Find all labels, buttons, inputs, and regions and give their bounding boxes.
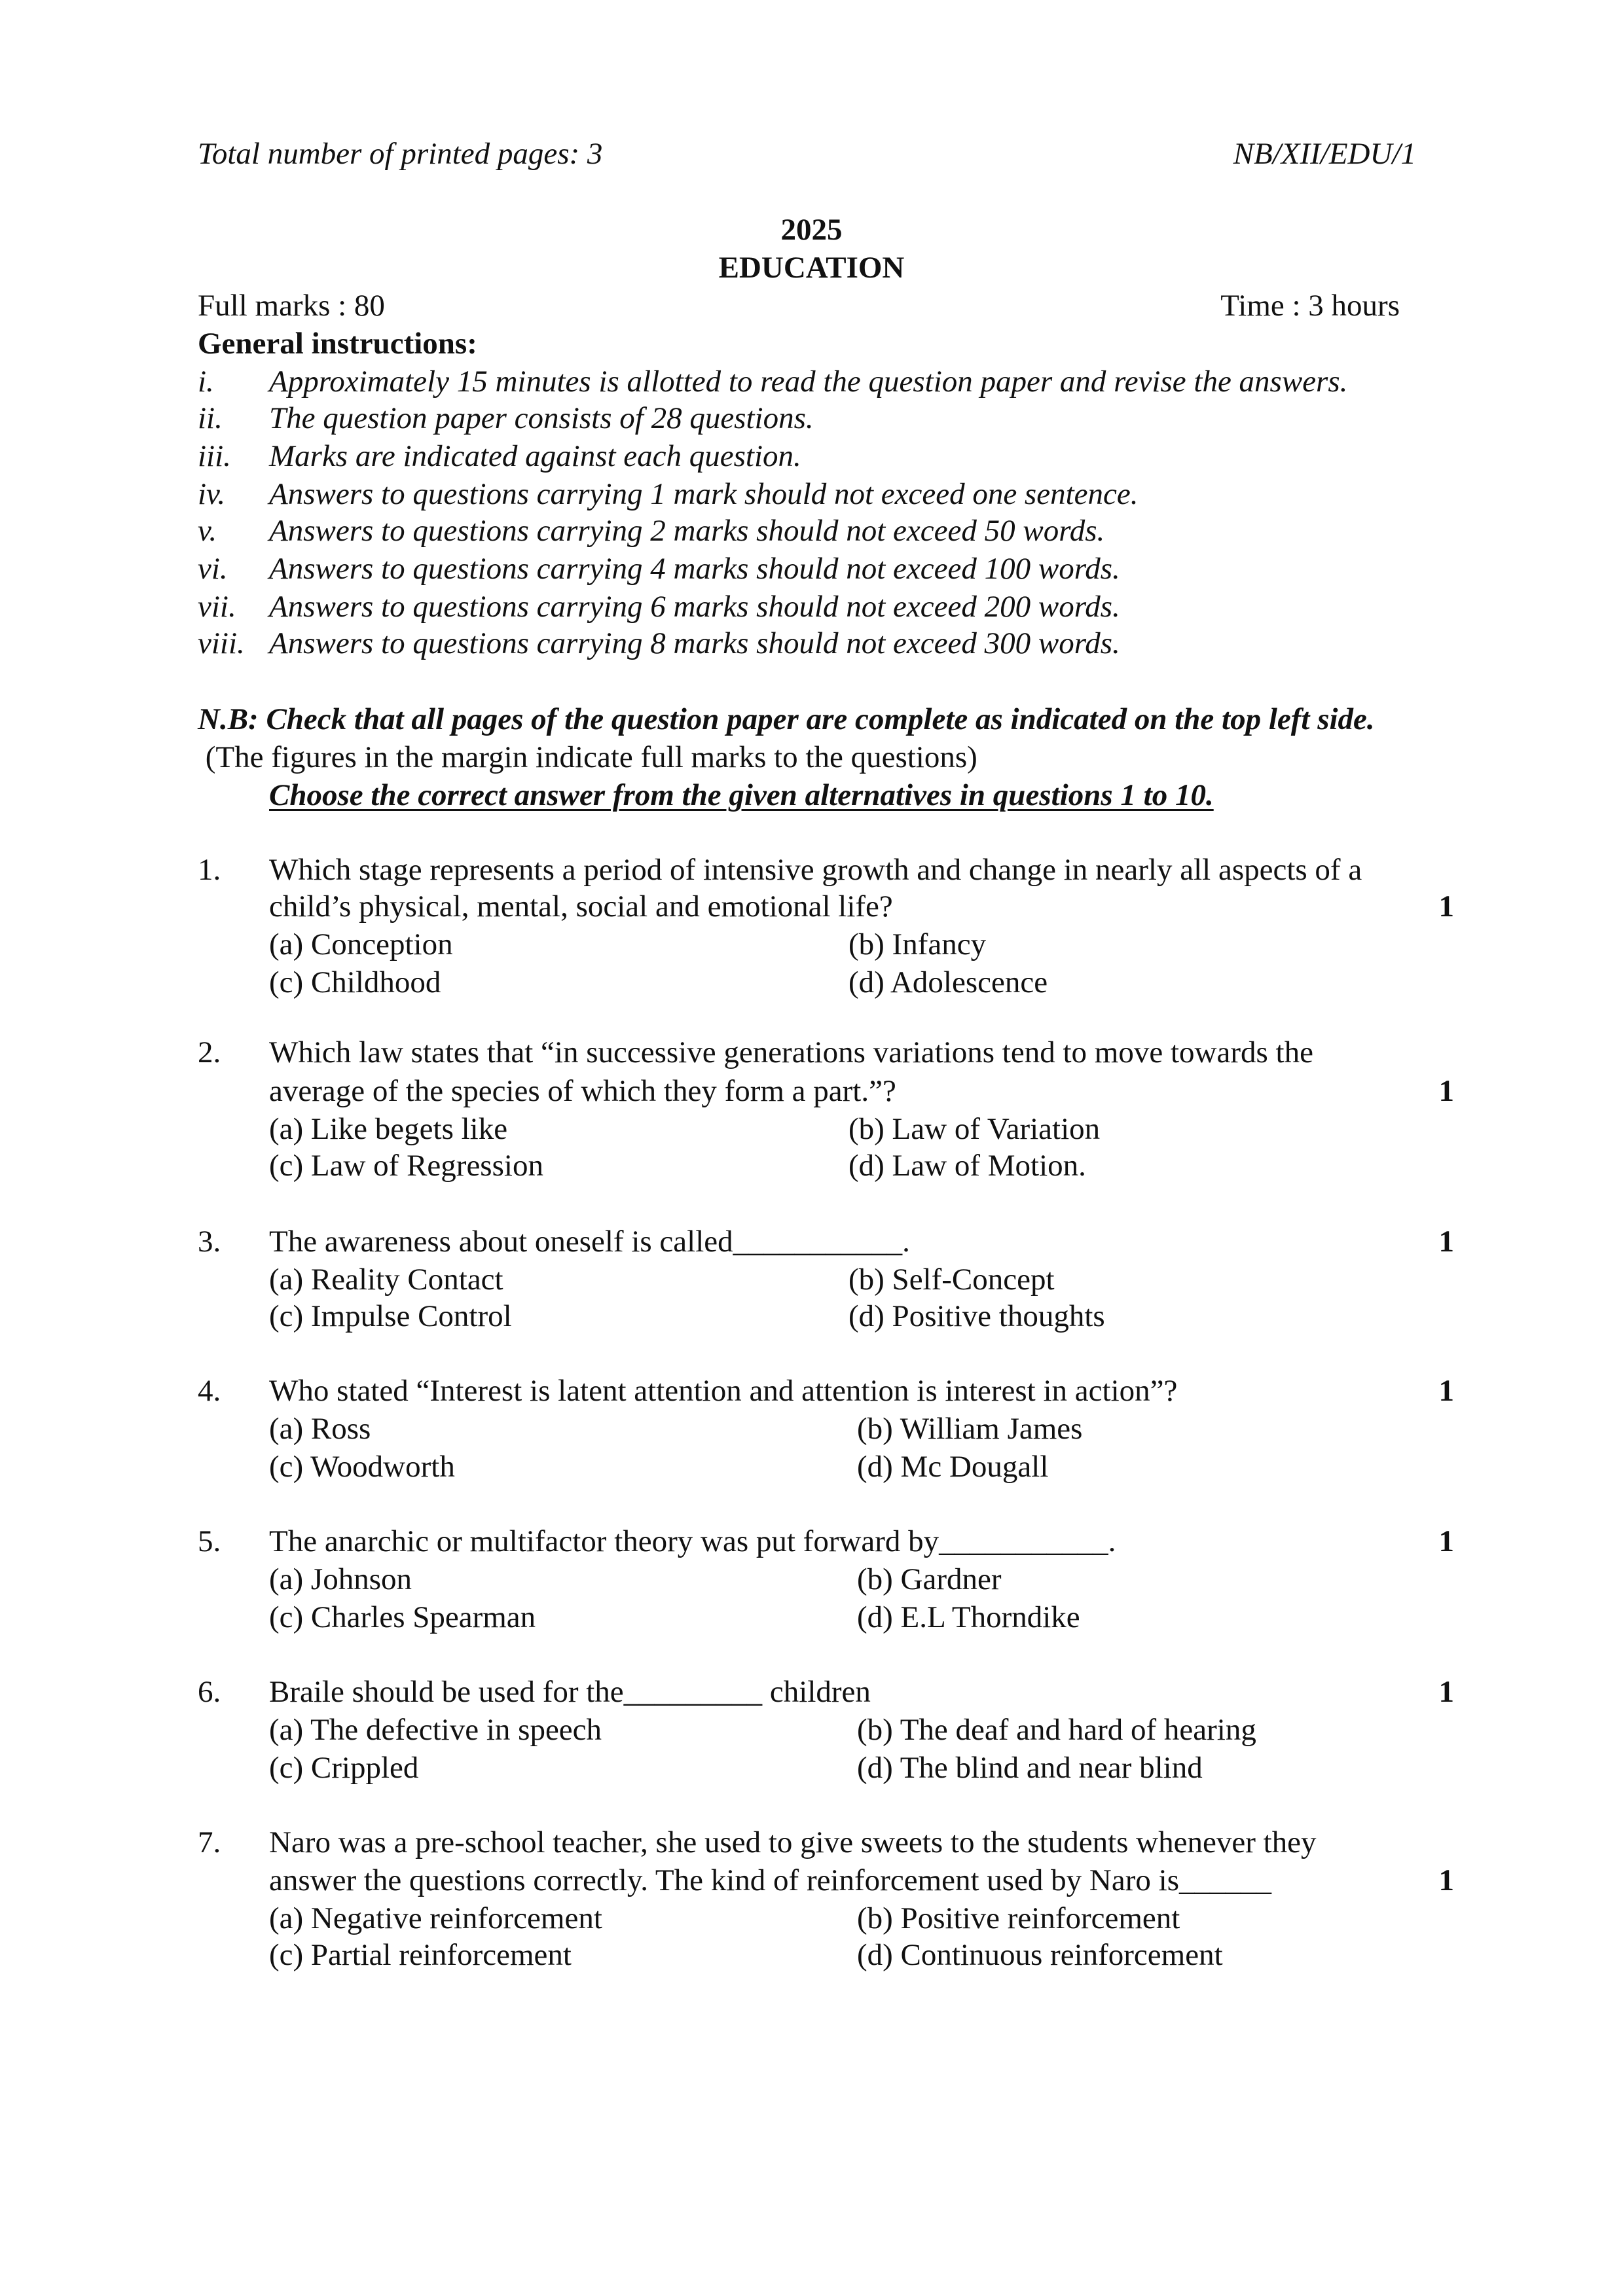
option-d: (d) Positive thoughts xyxy=(848,1299,1105,1333)
instructions-title: General instructions: xyxy=(198,327,477,361)
option-c: (c) Law of Regression xyxy=(269,1149,543,1183)
section-note: Choose the correct answer from the given alternatives in questions 1 to 10. xyxy=(269,778,1214,812)
option-a: (a) The defective in speech xyxy=(269,1713,602,1747)
question-marks: 1 xyxy=(1438,1524,1454,1558)
pages-note: Total number of printed pages: 3 xyxy=(198,137,603,171)
option-b: (b) Positive reinforcement xyxy=(857,1901,1180,1935)
question-number: 4. xyxy=(198,1374,221,1408)
instruction-number: vii. xyxy=(198,590,236,624)
question-marks: 1 xyxy=(1438,1863,1454,1897)
question-number: 6. xyxy=(198,1675,221,1709)
instruction-number: viii. xyxy=(198,626,245,660)
instruction-number: vi. xyxy=(198,552,228,586)
instruction-number: ii. xyxy=(198,401,223,435)
question-marks: 1 xyxy=(1438,1074,1454,1108)
instruction-number: iii. xyxy=(198,439,231,473)
option-c: (c) Charles Spearman xyxy=(269,1600,536,1634)
question-number: 5. xyxy=(198,1524,221,1558)
option-a: (a) Ross xyxy=(269,1412,371,1446)
option-b: (b) The deaf and hard of hearing xyxy=(857,1713,1256,1747)
nb-note: N.B: Check that all pages of the question paper are complete as indicated on the top left side. xyxy=(198,702,1375,736)
instruction-text: Answers to questions carrying 6 marks should not exceed 200 words. xyxy=(269,590,1120,624)
option-d: (d) Mc Dougall xyxy=(857,1450,1049,1484)
instruction-number: i. xyxy=(198,365,214,399)
paper-code: NB/XII/EDU/1 xyxy=(1233,137,1416,171)
instruction-number: iv. xyxy=(198,477,226,511)
instruction-text: The question paper consists of 28 questions. xyxy=(269,401,814,435)
question-marks: 1 xyxy=(1438,1675,1454,1709)
option-c: (c) Woodworth xyxy=(269,1450,455,1484)
question-text: The awareness about oneself is called___________. xyxy=(269,1225,910,1259)
instruction-text: Answers to questions carrying 4 marks should not exceed 100 words. xyxy=(269,552,1120,586)
option-b: (b) Gardner xyxy=(857,1562,1002,1596)
full-marks: Full marks : 80 xyxy=(198,289,385,323)
option-a: (a) Like begets like xyxy=(269,1112,508,1146)
question-text: Braile should be used for the_________ children xyxy=(269,1675,871,1709)
option-c: (c) Impulse Control xyxy=(269,1299,512,1333)
option-d: (d) Adolescence xyxy=(848,965,1048,999)
option-a: (a) Conception xyxy=(269,927,453,961)
exam-year: 2025 xyxy=(780,213,843,247)
question-number: 7. xyxy=(198,1825,221,1859)
instruction-text: Answers to questions carrying 1 mark should not exceed one sentence. xyxy=(269,477,1139,511)
question-text: Naro was a pre-school teacher, she used to give sweets to the students whenever they xyxy=(269,1825,1317,1859)
option-b: (b) Infancy xyxy=(848,927,987,961)
question-number: 1. xyxy=(198,853,221,887)
time-allowed: Time : 3 hours xyxy=(1220,289,1400,323)
instruction-text: Approximately 15 minutes is allotted to read the question paper and revise the answers. xyxy=(269,365,1348,399)
question-text: Which stage represents a period of intensive growth and change in nearly all aspects of a xyxy=(269,853,1362,887)
option-a: (a) Reality Contact xyxy=(269,1263,503,1297)
option-b: (b) Law of Variation xyxy=(848,1112,1101,1146)
question-text: answer the questions correctly. The kind of reinforcement used by Naro is______ xyxy=(269,1863,1271,1897)
question-text: Which law states that “in successive generations variations tend to move towards the xyxy=(269,1035,1313,1069)
option-a: (a) Negative reinforcement xyxy=(269,1901,602,1935)
instruction-text: Answers to questions carrying 8 marks should not exceed 300 words. xyxy=(269,626,1120,660)
subject-title: EDUCATION xyxy=(718,251,905,285)
option-d: (d) The blind and near blind xyxy=(857,1751,1203,1785)
figures-note: (The figures in the margin indicate full marks to the questions) xyxy=(198,740,977,774)
option-a: (a) Johnson xyxy=(269,1562,412,1596)
instruction-number: v. xyxy=(198,514,217,548)
question-text: Who stated “Interest is latent attention and attention is interest in action”? xyxy=(269,1374,1178,1408)
question-text: The anarchic or multifactor theory was put forward by___________. xyxy=(269,1524,1116,1558)
question-marks: 1 xyxy=(1438,889,1454,924)
question-marks: 1 xyxy=(1438,1374,1454,1408)
option-d: (d) Continuous reinforcement xyxy=(857,1938,1223,1972)
question-text: child’s physical, mental, social and emotional life? xyxy=(269,889,893,924)
option-d: (d) E.L Thorndike xyxy=(857,1600,1080,1634)
option-c: (c) Partial reinforcement xyxy=(269,1938,572,1972)
question-text: average of the species of which they form a part.”? xyxy=(269,1074,896,1108)
question-number: 3. xyxy=(198,1225,221,1259)
option-d: (d) Law of Motion. xyxy=(848,1149,1086,1183)
option-b: (b) William James xyxy=(857,1412,1083,1446)
instruction-text: Answers to questions carrying 2 marks should not exceed 50 words. xyxy=(269,514,1105,548)
option-b: (b) Self-Concept xyxy=(848,1263,1055,1297)
option-c: (c) Childhood xyxy=(269,965,441,999)
instruction-text: Marks are indicated against each question. xyxy=(269,439,801,473)
question-marks: 1 xyxy=(1438,1225,1454,1259)
option-c: (c) Crippled xyxy=(269,1751,419,1785)
question-number: 2. xyxy=(198,1035,221,1069)
